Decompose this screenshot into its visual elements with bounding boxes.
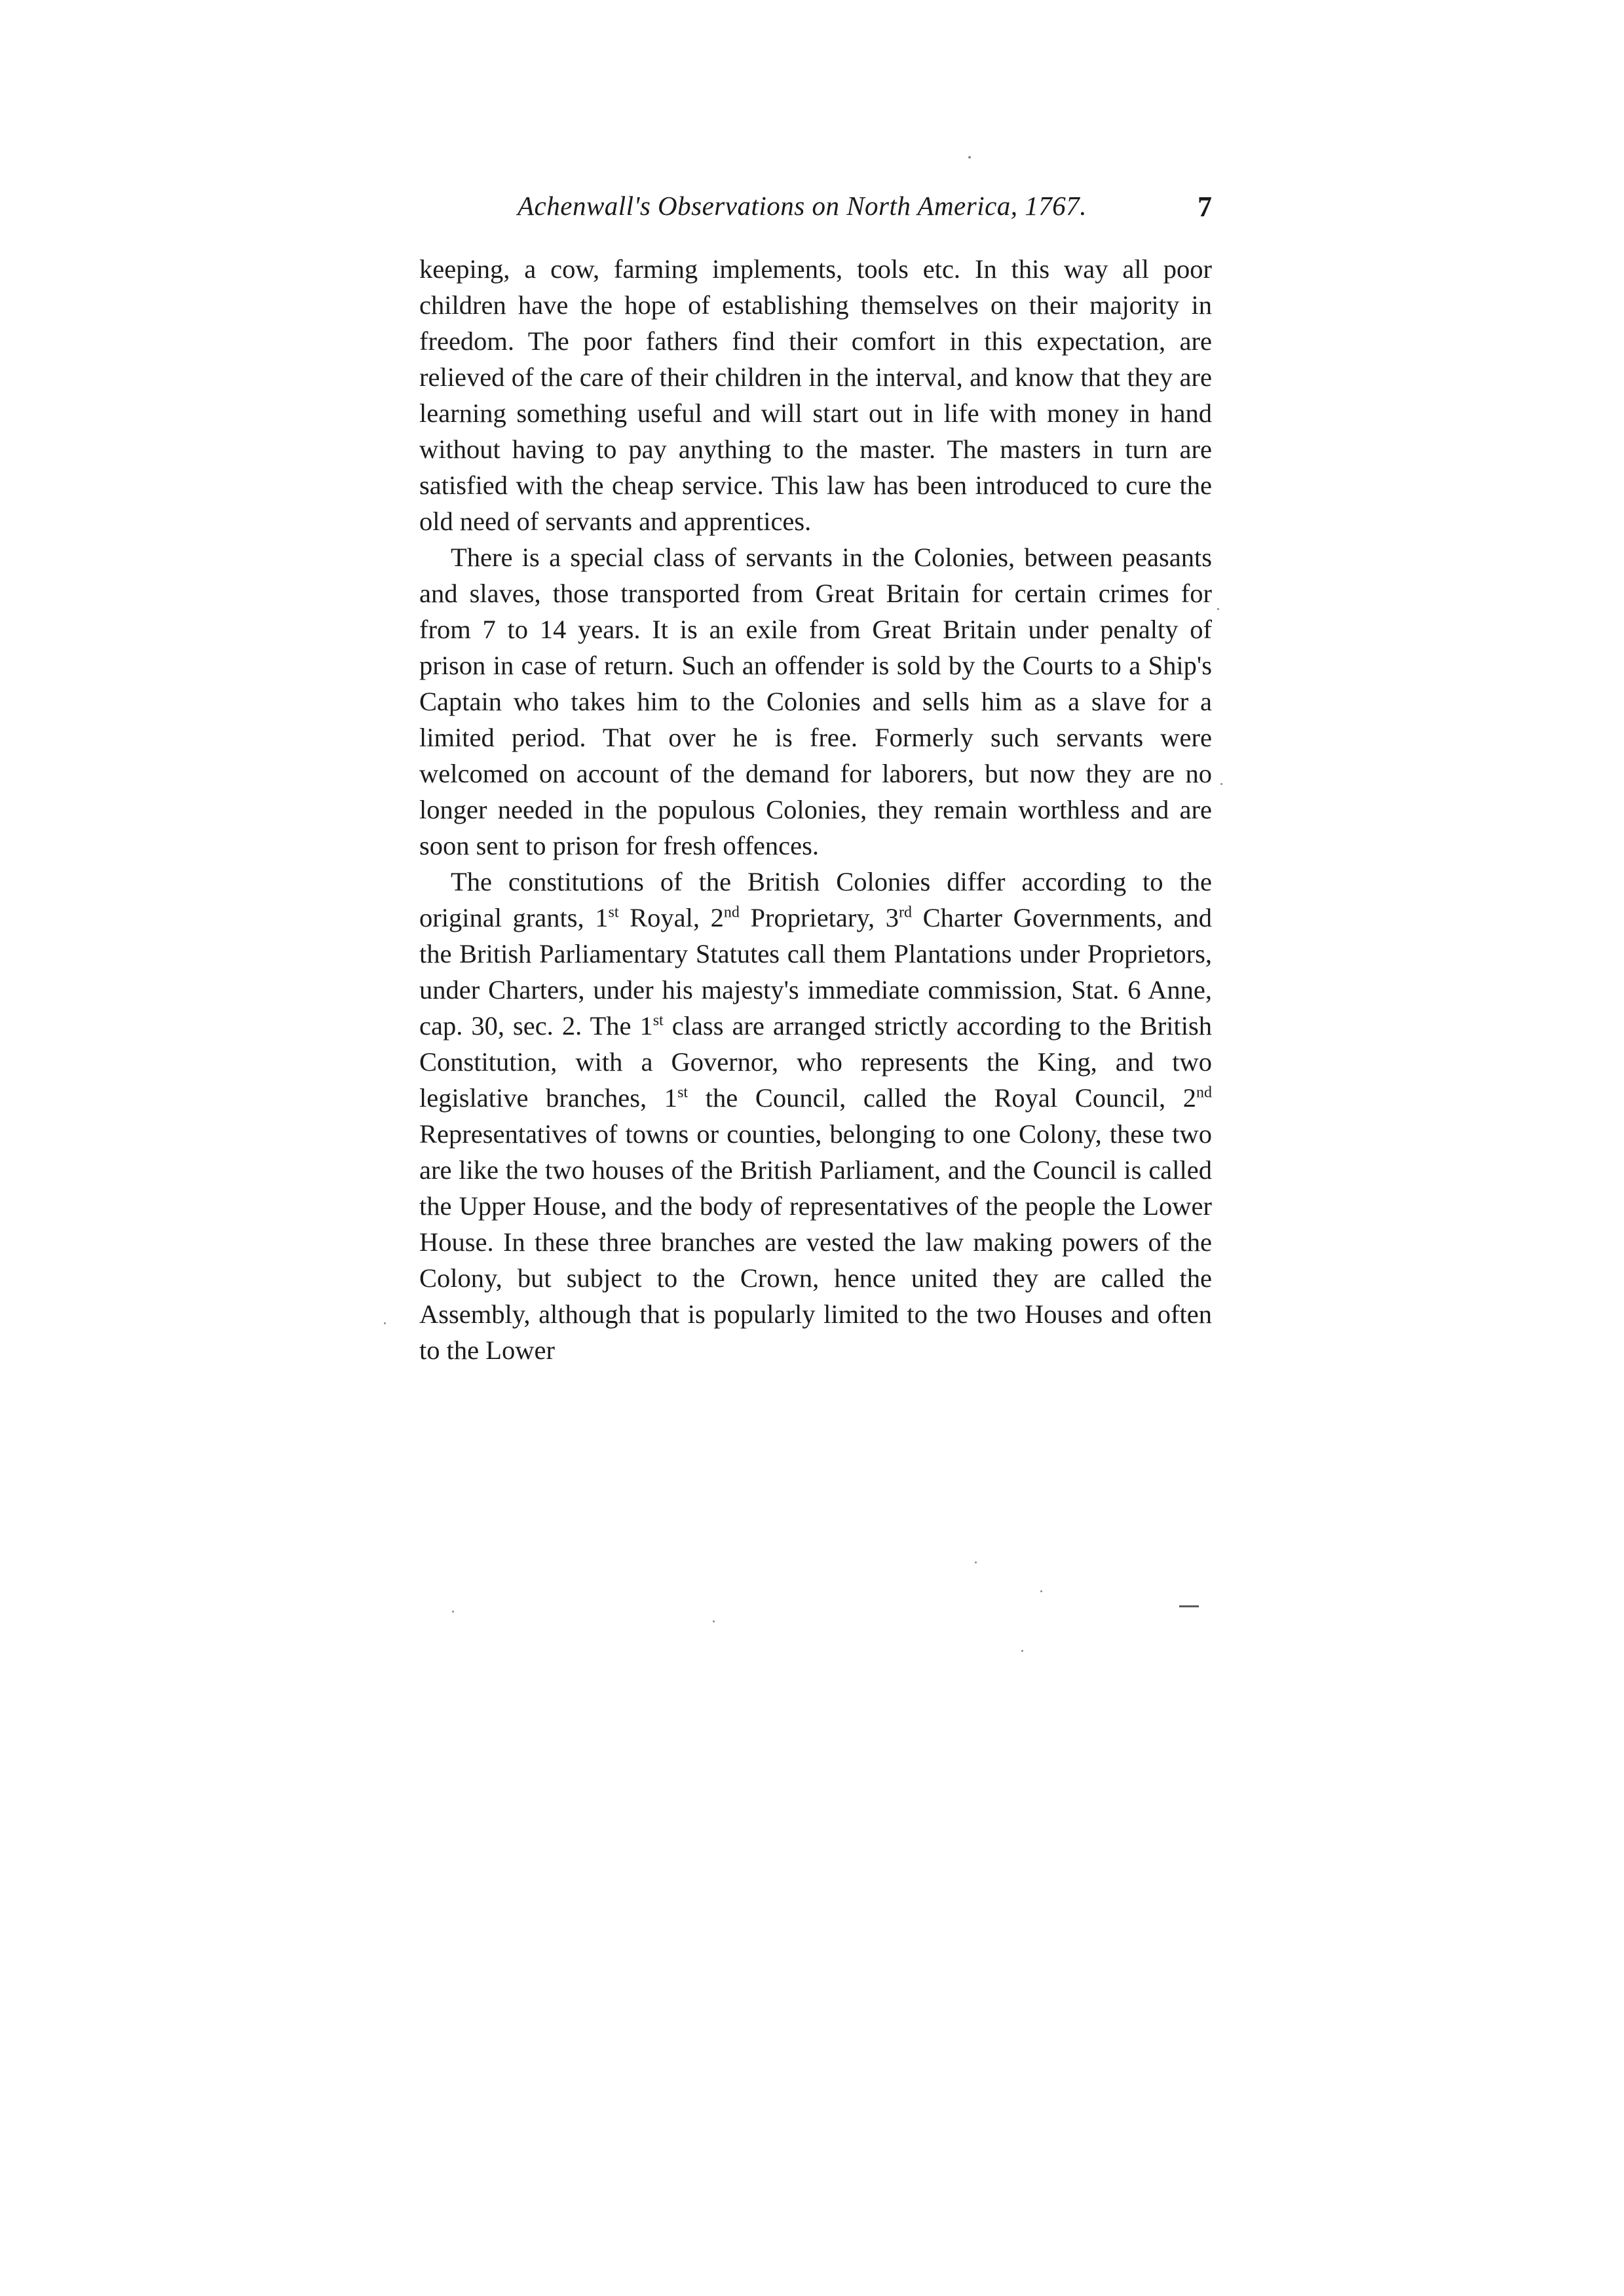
ordinal-superscript: nd xyxy=(723,904,740,921)
running-title: Achenwall's Observations on North America, 1767. xyxy=(518,191,1087,221)
body-text xyxy=(419,251,1212,1368)
ordinal-superscript: nd xyxy=(1196,1084,1213,1101)
scan-speck xyxy=(1021,1650,1023,1652)
paragraph-3-text: The constitutions of the British Colonies differ according to the original grants, 1 xyxy=(419,867,1212,932)
paragraph-3-text: class are arranged strictly according to the British Constitution, with a Governor, who represents the King, and two legislative branches, 1 xyxy=(419,1011,1212,1113)
page-header xyxy=(419,190,1212,229)
ordinal-superscript: st xyxy=(608,904,619,921)
paragraph-3-text: Royal, 2 xyxy=(618,903,724,932)
scan-speck xyxy=(1220,783,1222,785)
paragraph-1: keeping, a cow, farming implements, tools etc. In this way all poor children have the hope of establishing themselves on their majority in freedom. The poor fathers find their comfort in this expectation, are relieved of the care of their children in the interval, and know that they are learning something useful and will start out in life with money in hand without having to pay anything to the master. The masters in turn are satisfied with the cheap service. This law has been introduced to cure the old need of servants and apprentices. xyxy=(419,254,1212,536)
scan-speck xyxy=(975,1561,977,1563)
scan-speck xyxy=(713,1620,715,1622)
paragraph-3-text: Representatives of towns or counties, belonging to one Colony, these two are like the two houses of the British Parliament, and the Council is called the Upper House, and the body of representatives of the people the Lower House. In these three branches are vested the law making powers of the Colony, but subject to the Crown, hence united they are called the Assembly, although that is popularly limited to the two Houses and often to the Lower xyxy=(419,1119,1212,1365)
scan-speck xyxy=(1040,1590,1042,1592)
paragraph-3-text: the Council, called the Royal Council, 2 xyxy=(688,1083,1197,1113)
page-number: 7 xyxy=(1198,191,1212,223)
paragraph-2: There is a special class of servants in the Colonies, between peasants and slaves, those transported from Great Britain for certain crimes for from 7 to 14 years. It is an exile from Great Britain under penalty of prison in case of return. Such an offender is sold by the Courts to a Ship's Captain who takes him to the Colonies and sells him as a slave for a limited period. That over he is free. Formerly such servants were welcomed on account of the demand for laborers, but now they are no longer needed in the populous Colonies, they remain worthless and are soon sent to prison for fresh offences. xyxy=(419,543,1212,860)
scan-speck xyxy=(384,1322,386,1324)
ordinal-superscript: st xyxy=(652,1012,664,1029)
paragraph-3-text: Proprietary, 3 xyxy=(739,903,899,932)
scan-speck xyxy=(452,1611,454,1613)
stray-mark xyxy=(1179,1605,1199,1607)
scan-speck xyxy=(968,156,971,159)
scan-speck xyxy=(1217,608,1219,610)
ordinal-superscript: st xyxy=(677,1084,689,1101)
paragraph-3-text: Charter Governments, and the British Parliamentary Statutes call them Plantations under Proprietors, under Charters, under his majesty's immediate commission, Stat. 6 Anne, cap. 30, sec. 2. The 1 xyxy=(419,903,1212,1041)
ordinal-superscript: rd xyxy=(898,904,912,921)
paragraph-3 xyxy=(419,864,1212,1368)
